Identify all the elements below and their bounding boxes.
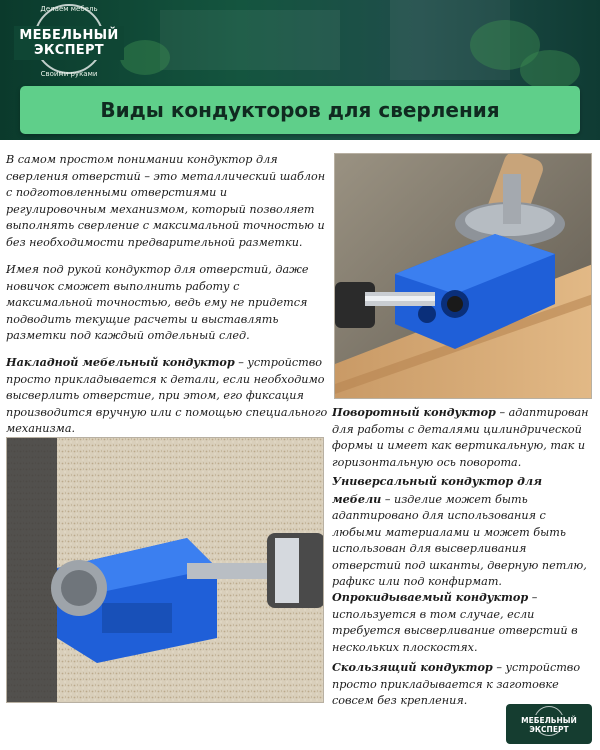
logo-top-text: Делаем мебель	[40, 5, 98, 13]
logo-line2: ЭКСПЕРТ	[34, 43, 104, 58]
title-bar	[20, 86, 580, 134]
background-plant	[120, 40, 170, 75]
type-tilting-description	[332, 589, 592, 656]
header-banner	[0, 0, 600, 140]
background-plant	[520, 50, 580, 90]
footer-logo[interactable]	[506, 704, 592, 744]
photo-chipboard-illustration	[7, 438, 324, 703]
type-overlay-text: – устройство просто прикладывается к детали, если необходимо высверлить отверстие, при этом, его фиксация производится вручную или с помощью специального механизма.	[6, 356, 328, 435]
type-overlay-description	[6, 354, 328, 438]
logo-line1: МЕБЕЛЬНЫЙ	[19, 28, 119, 43]
type-rotary-name: Поворотный кондуктор	[332, 405, 496, 419]
logo-bottom-text: Своими руками	[40, 70, 98, 78]
type-universal-name: Универсальный кондуктор для мебели	[332, 474, 542, 506]
page-title: Виды кондукторов для сверления	[100, 98, 500, 122]
type-overlay-name: Накладной мебельный кондуктор	[6, 355, 235, 369]
type-universal-text: – изделие может быть адаптировано для использования с любыми материалами и может быть использован для высверливания отверстий под шканты, дверную петлю, рафикс или под конфирмат.	[332, 492, 587, 588]
type-sliding-name: Скользящий кондуктор	[332, 660, 493, 674]
type-sliding-description	[332, 659, 592, 710]
type-universal-description	[332, 473, 592, 591]
photo-jig-illustration	[335, 154, 592, 399]
type-tilting-name: Опрокидываемый кондуктор	[332, 590, 529, 604]
intro-paragraph-1: В самом простом понимании кондуктор для сверления отверстий – это металлический шаблон с подготовленными отверстиями и регулировочным механизмом, который позволяет выполнять сверление с максимальной точностью и без необходимости предварительной разметки.	[6, 153, 326, 249]
type-rotary-text: – адаптирован для работы с деталями цилиндрической формы и имеет как вертикальную, так и горизонтальную ось поворота.	[332, 406, 589, 469]
footer-logo-line2: ЭКСПЕРТ	[529, 725, 569, 734]
brand-logo[interactable]	[14, 4, 124, 80]
type-tilting-text: – используется в том случае, если требуется высверливание отверстий в нескольких плоскостях.	[332, 591, 578, 654]
background-shelf	[160, 10, 340, 70]
photo-jig-with-drill	[334, 153, 592, 399]
photo-jig-on-chipboard	[6, 437, 324, 703]
intro-paragraph-2: Имея под рукой кондуктор для отверстий, даже новичок сможет выполнить работу с максимальной точностью, ведь ему не придется подводить текущие расчеты и выставлять разметки под каждый отдельный след.	[6, 263, 309, 342]
footer-logo-line1: МЕБЕЛЬНЫЙ	[521, 716, 577, 725]
type-sliding-text: – устройство просто прикладывается к заготовке совсем без крепления.	[332, 661, 581, 707]
type-rotary-description	[332, 404, 592, 471]
